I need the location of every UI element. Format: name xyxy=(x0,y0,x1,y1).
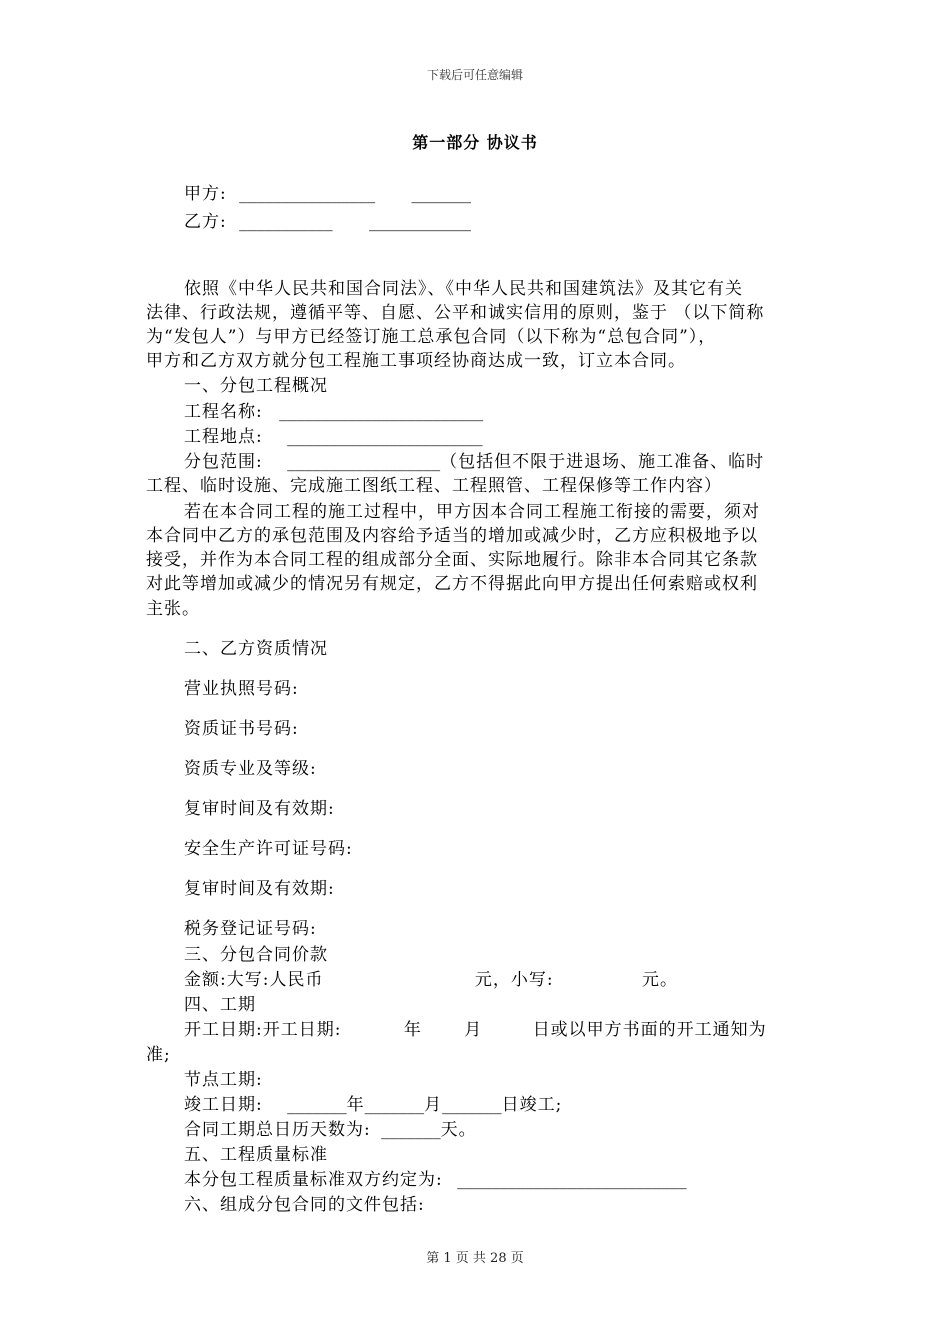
party-b-blank-2: ____________ xyxy=(369,212,472,232)
completion-label: 竣工日期: xyxy=(184,1095,263,1115)
total-days-label: 合同工期总日历天数为: xyxy=(184,1120,371,1140)
scope-line xyxy=(184,450,844,474)
project-location-blank: _______________________ xyxy=(287,427,483,447)
completion-year: 年 xyxy=(346,1095,365,1115)
completion-line xyxy=(184,1093,844,1117)
quality-label: 本分包工程质量标准双方约定为: xyxy=(184,1170,443,1190)
scope-text-2: 工程、临时设施、完成施工图纸工程、工程照管、工程保修等工作内容） xyxy=(146,476,722,496)
total-days-unit: 天。 xyxy=(440,1120,477,1140)
total-days-blank: _______ xyxy=(381,1120,441,1140)
intro-line: 法律、行政法规，遵循平等、自愿、公平和诚实信用的原则，鉴于 （以下简称 xyxy=(146,303,765,323)
project-location-line xyxy=(184,425,844,449)
header-note: 下载后可任意编辑 xyxy=(426,68,523,82)
change-para-line: 主张。 xyxy=(146,599,200,619)
scope-blank: __________________ xyxy=(287,452,441,472)
completion-month-blank: _______ xyxy=(364,1095,425,1115)
completion-day: 日竣工; xyxy=(501,1095,563,1115)
party-b-blank: ___________ xyxy=(239,212,333,232)
section1-heading: 一、分包工程概况 xyxy=(184,376,328,396)
completion-month: 月 xyxy=(424,1095,443,1115)
page-title: 第一部分 协议书 xyxy=(412,133,538,152)
party-a-blank: ________________ xyxy=(239,184,376,204)
change-para-line: 对此等增加或减少的情况另有规定，乙方不得据此向甲方提出任何索赔或权利 xyxy=(146,574,758,594)
change-para-line: 若在本合同工程的施工过程中，甲方因本合同工程施工衔接的需要，须对 xyxy=(184,502,760,522)
project-name-label: 工程名称: xyxy=(184,402,263,422)
completion-year-blank: _______ xyxy=(287,1095,347,1115)
quality-blank: ___________________________ xyxy=(457,1170,687,1190)
party-b-label: 乙方: xyxy=(184,212,227,232)
qualification-item: 资质证书号码: xyxy=(184,719,299,739)
party-a-label: 甲方: xyxy=(184,184,227,204)
intro-line: 为“发包人”）与甲方已经签订施工总承包合同（以下称为“总包合同”）， xyxy=(146,327,717,347)
intro-line: 依照《中华人民共和国合同法》、《中华人民共和国建筑法》及其它有关 xyxy=(184,279,743,299)
completion-day-blank: _______ xyxy=(442,1095,502,1115)
party-b-line xyxy=(184,210,844,234)
amount-unit-1: 元，小写: xyxy=(474,970,554,990)
project-location-label: 工程地点: xyxy=(184,427,263,447)
qualification-item: 资质专业及等级: xyxy=(184,759,317,779)
qualification-item: 复审时间及有效期: xyxy=(184,799,335,819)
project-name-line xyxy=(184,400,844,424)
change-para-line: 接受，并作为本合同工程的组成部分全面、实际地履行。除非本合同其它条款 xyxy=(146,550,758,570)
section3-heading: 三、分包合同价款 xyxy=(184,945,328,965)
section6-heading: 六、组成分包合同的文件包括: xyxy=(184,1195,425,1215)
section5-heading: 五、工程质量标准 xyxy=(184,1145,328,1165)
quality-line xyxy=(184,1168,844,1192)
start-date-label: 开工日期:开工日期: xyxy=(184,1020,342,1040)
qualification-item: 税务登记证号码: xyxy=(184,919,317,939)
start-month: 月 xyxy=(464,1020,483,1040)
amount-label: 金额:大写:人民币 xyxy=(184,970,324,990)
amount-line xyxy=(184,968,844,992)
start-date-line xyxy=(184,1018,844,1042)
start-date-tail: 日或以甲方书面的开工通知为 xyxy=(532,1020,767,1040)
party-a-blank-2: _______ xyxy=(411,184,472,204)
qualification-item: 营业执照号码: xyxy=(184,679,299,699)
qualification-item: 安全生产许可证号码: xyxy=(184,839,353,859)
page-footer: 第 1 页 共 28 页 xyxy=(426,1251,524,1266)
total-days-line xyxy=(184,1118,844,1142)
intro-line: 甲方和乙方双方就分包工程施工事项经协商达成一致，订立本合同。 xyxy=(146,351,686,371)
party-a-line xyxy=(184,182,844,206)
qualification-item: 复审时间及有效期: xyxy=(184,879,335,899)
project-name-blank: ________________________ xyxy=(279,402,484,422)
start-date-tail-2: 准; xyxy=(146,1045,171,1065)
start-year: 年 xyxy=(403,1020,422,1040)
amount-unit-2: 元。 xyxy=(642,970,679,990)
milestone-line: 节点工期: xyxy=(184,1070,263,1090)
section2-heading: 二、乙方资质情况 xyxy=(184,639,328,659)
scope-text: （包括但不限于进退场、施工准备、临时 xyxy=(440,452,765,472)
change-para-line: 本合同中乙方的承包范围及内容给予适当的增加或减少时，乙方应积极地予以 xyxy=(146,526,758,546)
section4-heading: 四、工期 xyxy=(184,995,256,1015)
scope-label: 分包范围: xyxy=(184,452,263,472)
